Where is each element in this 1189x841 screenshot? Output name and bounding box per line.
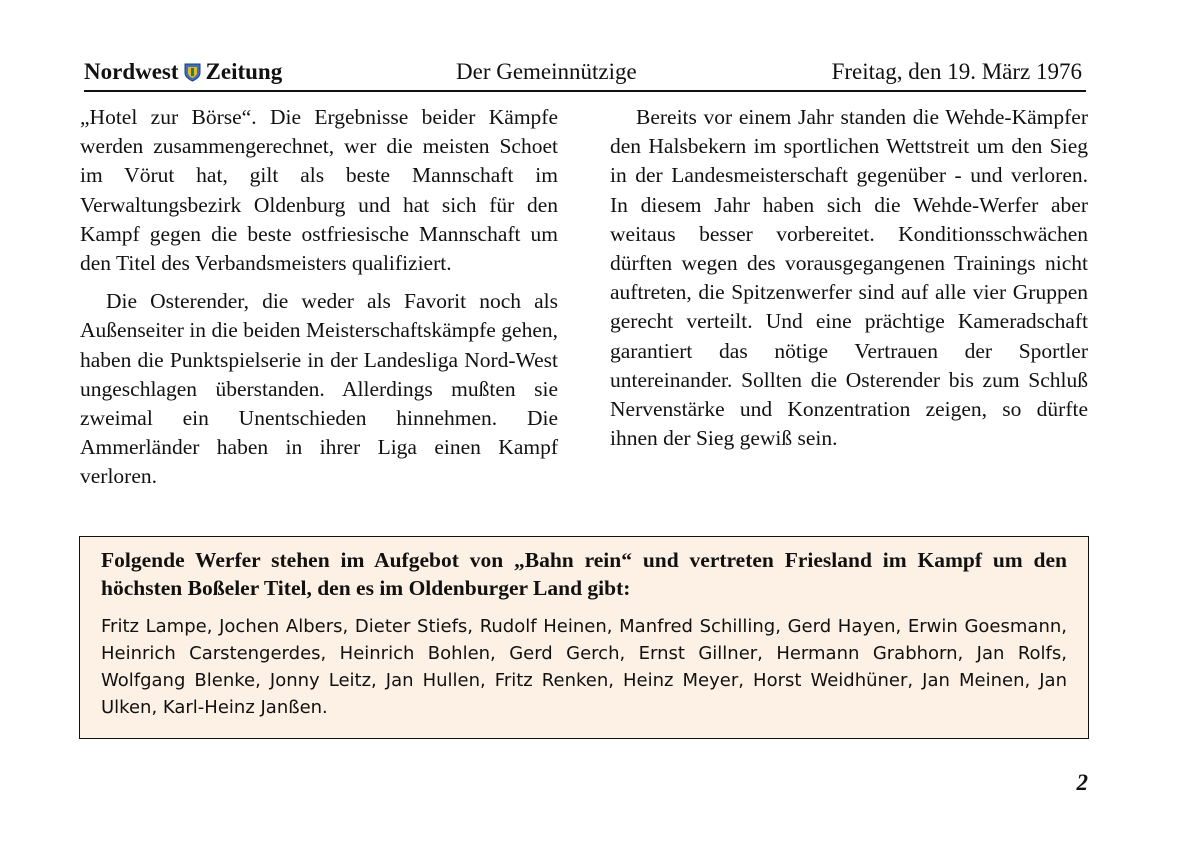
paragraph: Bereits vor einem Jahr standen die Wehde-Kämpfer den Halsbekern im sportlichen Wettstreit um den Sieg in der Landesmeisterschaft gegenüber - und verloren. In diesem Jahr haben sich die Wehde-Werfer aber weitaus besser vorbereitet. Konditionsschwächen dürften wegen des vorausgegangenen Trainings nicht auftreten, die Spitzenwerfer sind auf alle vier Gruppen gerecht verteilt. Und eine prächtige Kameradschaft garantiert das nötige Vertrauen der Sportler untereinander. Sollten die Osterender bis zum Schluß Nervenstärke und Konzentration zeigen, so dürfte ihnen der Sieg gewiß sein. xyxy=(610,105,1088,451)
roster-names: Fritz Lampe, Jochen Albers, Dieter Stiefs, Rudolf Heinen, Manfred Schilling, Gerd Hayen, Erwin Goesmann, Heinrich Carstengerdes, Heinrich Bohlen, Gerd Gerch, Ernst Gillner, Hermann Grabhorn, Jan Rolfs, Wolfgang Blenke, Jonny Leitz, Jan Hullen, Fritz Renken, Heinz Meyer, Horst Weidhüner, Jan Meinen, Jan Ulken, Karl-Heinz Janßen. xyxy=(101,616,1067,718)
coat-of-arms-icon xyxy=(184,63,201,82)
masthead-word-nordwest: Nordwest xyxy=(84,59,179,84)
roster-heading: Folgende Werfer stehen im Aufgebot von „Bahn rein“ und vertreten Friesland im Kampf um den höchsten Boßeler Titel, den es im Oldenburger Land gibt: xyxy=(101,548,1067,600)
paragraph: „Hotel zur Börse“. Die Ergebnisse beider Kämpfe werden zusammengerechnet, wer die meisten Schoet im Vörut hat, gilt als beste Mannschaft im Verwaltungsbezirk Oldenburg und hat sich für den Kampf gegen die beste ostfriesische Mannschaft um den Titel des Verbandsmeisters qualifiziert. xyxy=(80,105,558,276)
newspaper-masthead xyxy=(84,59,282,85)
page-header xyxy=(84,58,1086,92)
paragraph: Die Osterender, die weder als Favorit noch als Außenseiter in die beiden Meisterschaftskämpfe gehen, haben die Punktspielserie in der Landesliga Nord-West ungeschlagen überstanden. Allerdings mußten sie zweimal ein Unentschieden hinnehmen. Die Ammerländer haben in ihrer Liga einen Kampf verloren. xyxy=(80,289,558,489)
masthead-word-zeitung: Zeitung xyxy=(205,59,283,84)
left-column xyxy=(80,103,558,501)
issue-date: Freitag, den 19. März 1976 xyxy=(831,59,1082,84)
right-column xyxy=(610,103,1088,462)
team-roster-box xyxy=(79,536,1089,739)
supplement-title: Der Gemeinnützige xyxy=(456,59,637,84)
page-number: 2 xyxy=(1076,770,1088,795)
